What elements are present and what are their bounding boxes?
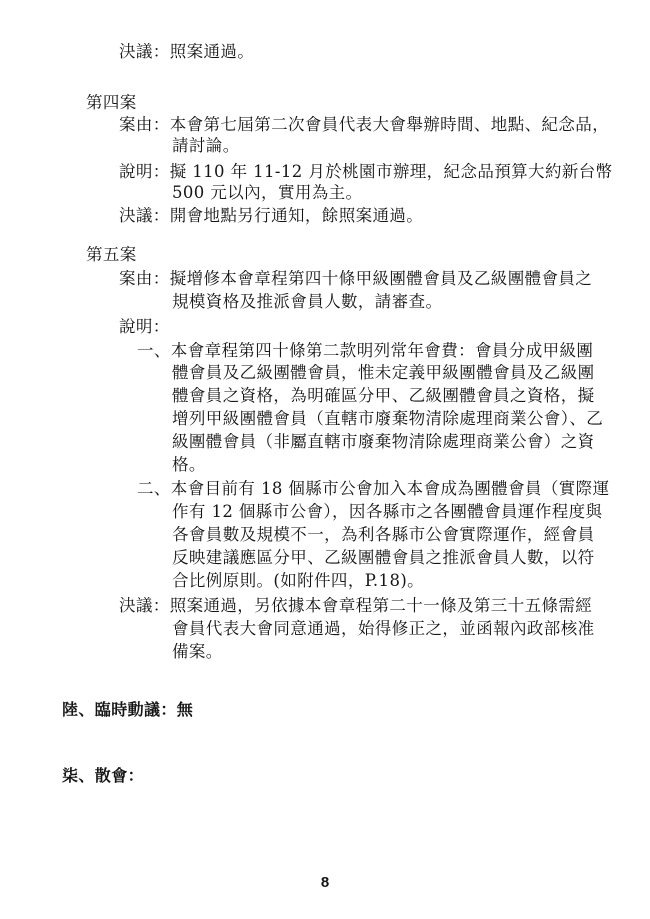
resolution-line: 會員代表大會同意通過，始得修正之，並函報內政部核准 bbox=[172, 619, 595, 638]
case-subject-line: 請討論。 bbox=[172, 136, 240, 155]
resolution-line: 決議：照案通過，另依據本會章程第二十一條及第三十五條需經 bbox=[119, 596, 593, 615]
case-subject-line: 案由：擬增修本會章程第四十條甲級團體會員及乙級團體會員之 bbox=[119, 269, 593, 288]
explanation-item-line: 體會員及乙級團體會員，惟未定義甲級團體會員及乙級團 bbox=[172, 363, 595, 382]
explanation-item-line: 各會員數及規模不一，為利各縣市公會實際運作，經會員 bbox=[172, 525, 595, 544]
explanation-item-line: 反映建議應區分甲、乙級團體會員之推派會員人數，以符 bbox=[172, 548, 595, 567]
explanation-label: 說明： bbox=[119, 317, 170, 336]
resolution-line: 備案。 bbox=[172, 642, 223, 661]
resolution-line: 決議：開會地點另行通知，餘照案通過。 bbox=[119, 206, 424, 225]
explanation-item-line: 一、本會章程第四十條第二款明列常年會費：會員分成甲級團 bbox=[137, 341, 594, 360]
explanation-item-line: 級團體會員（非屬直轄市廢棄物清除處理商業公會）之資 bbox=[172, 432, 595, 451]
case-heading: 第五案 bbox=[86, 245, 137, 264]
explanation-line: 500 元以內，實用為主。 bbox=[172, 183, 363, 202]
explanation-item-line: 增列甲級團體會員（直轄市廢棄物清除處理商業公會）、乙 bbox=[172, 409, 604, 428]
case-subject-line: 規模資格及推派會員人數，請審查。 bbox=[172, 292, 443, 311]
section-heading-adjourn: 柒、散會： bbox=[62, 766, 145, 785]
section-heading-extempore: 陸、臨時動議：無 bbox=[62, 700, 194, 719]
case-subject-line: 案由：本會第七屆第二次會員代表大會舉辦時間、地點、紀念品， bbox=[119, 115, 610, 134]
page-number: 8 bbox=[320, 874, 330, 891]
explanation-item-line: 格。 bbox=[172, 455, 206, 474]
resolution-line: 決議：照案通過。 bbox=[119, 42, 255, 61]
explanation-line: 說明：擬 110 年 11-12 月於桃園市辦理，紀念品預算大約新台幣 bbox=[119, 162, 613, 181]
explanation-item-line: 作有 12 個縣市公會），因各縣市之各團體會員運作程度與 bbox=[172, 502, 603, 521]
explanation-item-line: 合比例原則。(如附件四，P.18)。 bbox=[172, 571, 425, 590]
case-heading: 第四案 bbox=[86, 93, 137, 112]
explanation-item-line: 二、本會目前有 18 個縣市公會加入本會成為團體會員（實際運 bbox=[137, 479, 610, 498]
explanation-item-line: 體會員之資格，為明確區分甲、乙級團體會員之資格，擬 bbox=[172, 386, 595, 405]
